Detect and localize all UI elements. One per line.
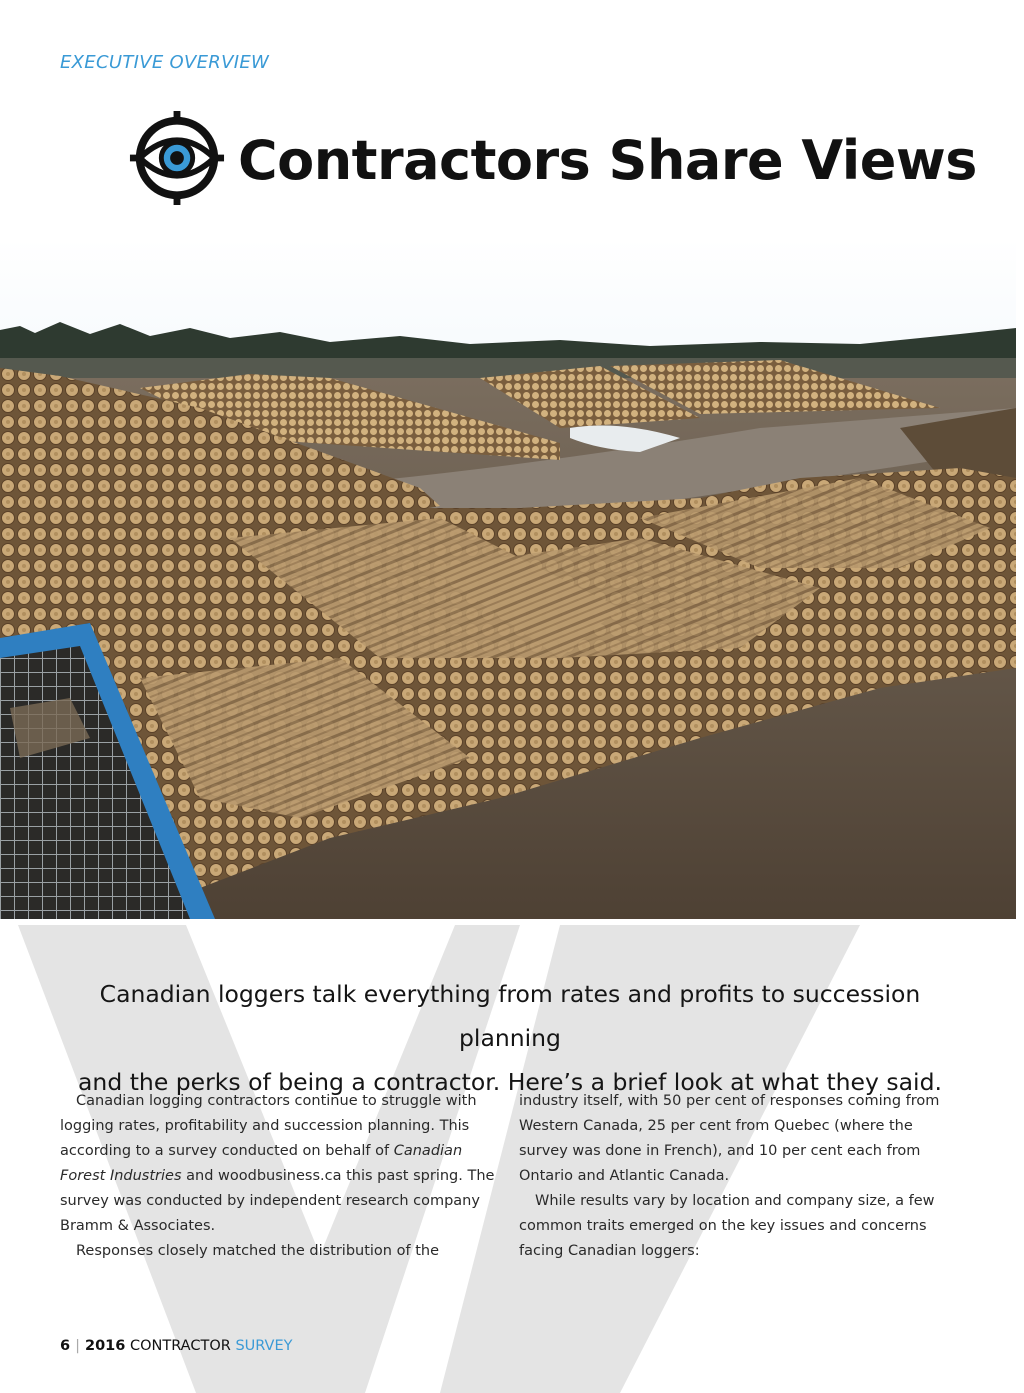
body-paragraph: Responses closely matched the distribution of the [76, 1243, 439, 1259]
footer-year: 2016 [84, 1338, 126, 1354]
deck-line-1: Canadian loggers talk everything from rates and profits to succession planning [99, 980, 921, 1052]
section-label: EXECUTIVE OVERVIEW [60, 52, 270, 73]
log-yard-photo [0, 238, 1016, 919]
footer-contractor: CONTRACTOR [129, 1338, 231, 1354]
title-row [128, 110, 977, 210]
body-paragraph: industry itself, with 50 per cent of responses coming from Western Canada, 25 per cent from Quebec (where the survey was done in French), and 10 per cent each from Ontario and Atlantic Canada. [519, 1093, 940, 1184]
page-title: Contractors Share Views [238, 128, 977, 192]
publication-name: Canadian Forest Industries [60, 1143, 463, 1184]
page-footer [60, 1338, 292, 1354]
deck-line-2: and the perks of being a contractor. Here’s a brief look at what they said. [78, 1068, 942, 1096]
deck [50, 972, 970, 1104]
body-column-left [60, 1089, 500, 1264]
page-number: 6 [60, 1338, 71, 1354]
footer-separator: | [75, 1338, 80, 1354]
footer-survey: SURVEY [235, 1338, 293, 1354]
body-paragraph: Canadian logging contractors continue to struggle with logging rates, profitability and succession planning. This according to a survey conducted on behalf of Canadian Forest Industries and woodbusiness.ca this past spring. The survey was conducted by independent research company Bramm & Associates. [60, 1093, 495, 1234]
eye-target-icon [128, 109, 226, 212]
body-paragraph: While results vary by location and company size, a few common traits emerged on the key issues and concerns facing Canadian loggers: [519, 1193, 935, 1259]
body-column-right [519, 1089, 959, 1264]
